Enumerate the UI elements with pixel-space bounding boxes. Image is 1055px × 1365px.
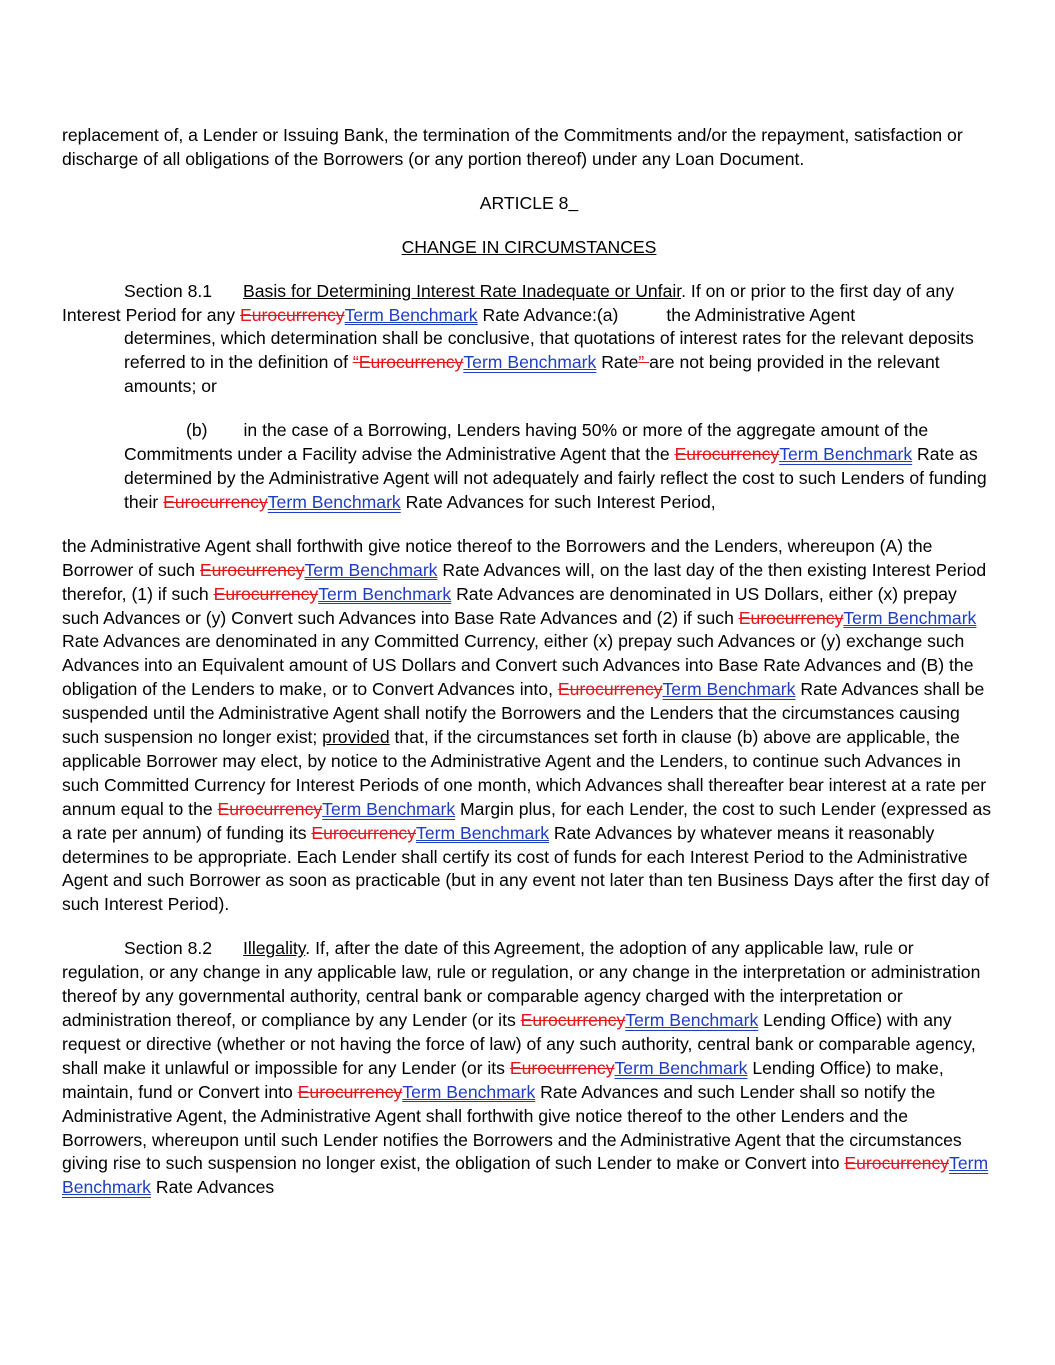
clause-a [62, 327, 996, 399]
consequence-text: Margin plus, for each Lender, the cost to such Lender (expressed as a rate per annum) of funding its [62, 798, 992, 843]
section-8-2-title [212, 938, 305, 958]
deleted-text: Eurocurrency [844, 1153, 950, 1174]
section-8-2 [62, 937, 996, 1200]
section-8-1-consequence [62, 535, 996, 918]
clause-b-label: (b) [186, 420, 208, 441]
article-heading: CHANGE IN CIRCUMSTANCES [401, 236, 657, 257]
section-8-1-title-text: Basis for Determining Interest Rate Inadequate or Unfair [243, 280, 682, 301]
deleted-text: Eurocurrency [509, 1057, 615, 1078]
clause-b-text: in the case of a Borrowing, Lenders having 50% or more of the aggregate amount of the Commitments under a Facility advise the Administrative Agent that the [124, 420, 929, 465]
intro-paragraph: replacement of, a Lender or Issuing Bank, the termination of the Commitments and/or the repayment, satisfaction or discharge of all obligations of the Borrowers (or any portion thereof) under any Loan Document. [62, 125, 963, 169]
inserted-text: Term Benchmark [843, 607, 977, 628]
section-8-2-text: Lending Office) to make, maintain, fund or Convert into [62, 1057, 944, 1102]
consequence-text: Rate Advances shall be suspended until the Administrative Agent shall notify the Borrowers and the Lenders that the circumstances causing such suspension no longer exist; [62, 679, 985, 748]
provided-term: provided [322, 727, 390, 748]
deleted-text: Eurocurrency [557, 679, 663, 700]
consequence-text: Rate Advances are denominated in any Committed Currency, either (x) prepay such Advances or (y) exchange such Advances into an Equivalent amount of US Dollars and Convert such Advances into Base Rate Advances and (B) the obligation of the Lenders to make, or to Convert Advances into, [62, 631, 974, 700]
deleted-text: Eurocurrency [213, 583, 319, 604]
inserted-text: Term Benchmark [416, 822, 549, 843]
inserted-text: Term Benchmark [62, 1153, 989, 1198]
deleted-text: Eurocurrency [297, 1081, 403, 1102]
consequence-text: Rate Advances by whatever means it reasonably determines to be appropriate. Each Lender shall certify its cost of funds for each Interest Period to the Administrative Agent and such Borrower as soon as practicable (but in any event not later than ten Business Days after the first day of such Interest Period). [62, 822, 990, 915]
article-mark: _ [568, 192, 579, 213]
inserted-text: Term Benchmark [614, 1057, 748, 1078]
section-8-1-opening [62, 280, 996, 328]
article-title [62, 192, 996, 216]
inserted-text: Term Benchmark [463, 352, 597, 373]
consequence-text: that, if the circumstances set forth in clause (b) above are applicable, the applicable Borrower may elect, by notice to the Administrative Agent and the Lenders, to continue such Advances in such Committed Currency for Interest Periods of one month, which Advances shall thereafter bear interest at a rate per annum equal to the [62, 727, 987, 819]
deleted-text: Eurocurrency [520, 1010, 626, 1030]
deleted-text: Eurocurrency [239, 304, 345, 325]
consequence-text: Rate Advances are denominated in US Dollars, either (x) prepay such Advances or (y) Convert such Advances into Base Rate Advances and (2) if such [62, 583, 957, 628]
section-8-1-title [212, 281, 681, 301]
inserted-text: Term Benchmark [322, 798, 456, 819]
section-8-2-text: Lending Office) with any request or directive (whether or not having the force of law) of any such authority, central bank or comparable agency, shall make it unlawful or impossible for any Lender (or its [62, 1010, 976, 1078]
deleted-text: Eurocurrency [738, 607, 844, 628]
deleted-text: Eurocurrency [358, 352, 464, 373]
consequence-text: the Administrative Agent shall forthwith give notice thereof to the Borrowers and the Lenders, whereupon (A) the Borrower of such [62, 535, 933, 580]
section-8-1-text: Rate Advance:(a) [477, 304, 619, 325]
deleted-text: Eurocurrency [199, 559, 305, 580]
deleted-quote: “ [352, 352, 359, 373]
clause-b [62, 419, 996, 515]
deleted-text: Eurocurrency [217, 798, 323, 819]
section-8-2-text: Rate Advances and such Lender shall so notify the Administrative Agent, the Administrative Agent shall forthwith give notice thereof to the other Lenders and the Borrowers, whereupon until such Lender notifies the Borrowers and the Administrative Agent that the circumstances giving rise to such suspension no longer exist, the obligation of such Lender to make or Convert into [62, 1081, 962, 1174]
clause-a-text: are not being provided in the relevant amounts; or [124, 352, 940, 397]
section-8-2-number: Section 8.2 [124, 938, 213, 959]
clause-a-text: Rate [596, 352, 639, 373]
inserted-text: Term Benchmark [779, 444, 913, 465]
inserted-text: Term Benchmark [344, 304, 478, 325]
section-8-1-text: the Administrative Agent [666, 304, 856, 325]
deleted-text: Eurocurrency [311, 822, 417, 843]
inserted-text: Term Benchmark [662, 679, 796, 700]
article-title-text: ARTICLE 8 [479, 192, 569, 213]
clause-b-text: Rate as determined by the Administrative Agent will not adequately and fairly reflect the cost to such Lenders of funding their [124, 444, 987, 512]
inserted-text: Term Benchmark [304, 559, 438, 580]
inserted-text: Term Benchmark [625, 1010, 759, 1030]
document-page [62, 124, 996, 1200]
inserted-text: Term Benchmark [402, 1081, 536, 1102]
section-8-2-text: . If, after the date of this Agreement, the adoption of any applicable law, rule or regulation, or any change in any applicable law, rule or regulation, or any change in the interpretation or administration thereof by any governmental authority, central bank or comparable agency charged with the interpretation or administration thereof, or compliance by any Lender (or its [62, 938, 981, 1030]
section-8-2-text: Rate Advances [150, 1177, 275, 1198]
section-8-1-number: Section 8.1 [124, 280, 213, 301]
deleted-text: Eurocurrency [163, 491, 268, 512]
clause-a-text: determines, which determination shall be conclusive, that quotations of interest rates for the relevant deposits referred to in the definition of [124, 328, 974, 373]
section-8-2-title-text: Illegality [243, 938, 306, 959]
consequence-text: Rate Advances will, on the last day of the then existing Interest Period therefor, (1) if such [62, 559, 987, 604]
deleted-quote: ” [638, 352, 650, 373]
deleted-text: Eurocurrency [674, 444, 780, 465]
clause-b-text: Rate Advances for such Interest Period, [400, 491, 716, 512]
section-8-1-text: . If on or prior to the first day of any Interest Period for any [62, 280, 954, 325]
inserted-text: Term Benchmark [318, 583, 452, 604]
inserted-text: Term Benchmark [267, 491, 401, 512]
